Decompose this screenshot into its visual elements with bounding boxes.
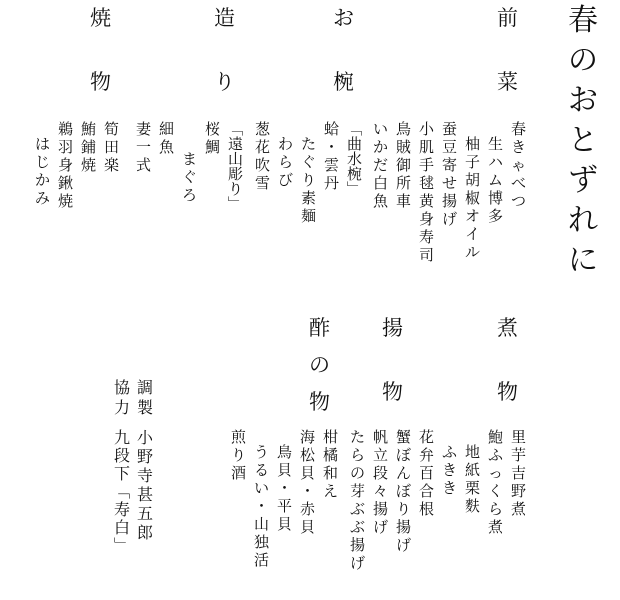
menu-item-text: ふ き き: [442, 443, 458, 497]
menu-item-text: 遠 山 彫 り: [228, 135, 244, 198]
section-heading-text: お 椀: [333, 6, 354, 94]
menu-item: [488, 430, 503, 538]
bracket-close: ﹂: [228, 195, 244, 213]
menu-item-text: 里 芋 吉 野 煮: [511, 428, 527, 518]
credit-chef-name-text: 小 野 寺 甚 五 郎: [137, 428, 154, 542]
menu-item: [396, 430, 411, 556]
menu-item: [324, 122, 339, 194]
menu-item-text: ま ぐ ろ: [182, 150, 198, 204]
menu-item: [255, 122, 270, 194]
bracket-open: ﹁: [347, 120, 363, 138]
menu-item-text: た ら の 芽 ぶ ぶ 揚 げ: [350, 428, 366, 572]
menu-item-text: 細 魚: [159, 120, 175, 156]
menu-item-text: 妻 一 式: [136, 120, 152, 174]
credit-chef-name: [137, 430, 153, 544]
menu-item-text: 蛤 ・ 雲 丹: [324, 120, 340, 192]
menu-item-text: は じ か み: [35, 135, 51, 207]
menu-item-text: 柚 子 胡 椒 オ イ ル: [465, 135, 481, 261]
menu-item: [442, 122, 457, 230]
section-heading-text: 煮 物: [497, 316, 518, 404]
menu-item: [373, 430, 388, 538]
menu-item: [373, 122, 388, 212]
menu-item: [442, 445, 457, 499]
section-heading-text: 酢 の 物: [309, 316, 330, 414]
menu-item-text: 海 松 貝 ・ 赤 貝: [300, 428, 316, 536]
menu-item-text: 地 紙 栗 麩: [465, 443, 481, 515]
section-heading-text: 造 り: [214, 6, 235, 94]
title-text: 春 の お と ず れ に: [568, 3, 598, 278]
menu-item-text: 葱 花 吹 雪: [255, 120, 271, 192]
bracket-open: ﹁: [228, 120, 244, 138]
menu-item: [205, 122, 220, 158]
section-heading: [382, 318, 403, 446]
menu-item-text: 桜 鯛: [205, 120, 221, 156]
menu-item-text: 柑 橘 和 え: [323, 428, 339, 500]
menu-item-text: 鮑 ふ っ く ら 煮: [488, 428, 504, 536]
section-heading: [497, 318, 518, 446]
section-heading: [214, 8, 235, 136]
menu-item: [136, 122, 151, 176]
section-heading: [309, 318, 330, 429]
menu-item-text: 蚕 豆 寄 せ 揚 げ: [442, 120, 458, 228]
menu-item-text: い か だ 白 魚: [373, 120, 389, 210]
menu-item-text: た ぐ り 素 麺: [301, 135, 317, 225]
menu-item: [350, 430, 365, 574]
menu-item-text: 蟹 ぼ ん ぼ り 揚 げ: [396, 428, 412, 554]
menu-item: [301, 137, 316, 227]
menu-item: [511, 122, 526, 212]
bracket-close: ﹂: [347, 180, 363, 198]
menu-item: [254, 445, 269, 571]
menu-item-text: 筍 田 楽: [104, 120, 120, 174]
menu-item: [277, 445, 292, 535]
credit-label-cooperation-text: 協 力: [114, 378, 131, 417]
menu-item: [419, 430, 434, 520]
menu-item-text: 鳥 賊 御 所 車: [396, 120, 412, 210]
menu-item: [231, 430, 246, 484]
menu-item: [278, 137, 293, 191]
menu-item-text: 鮪 鋪 焼: [81, 120, 97, 174]
menu-item: [182, 152, 197, 206]
section-heading-text: 焼 物: [90, 6, 111, 94]
menu-item-text: 春 き ゃ べ つ: [511, 120, 527, 210]
menu-item-text: 鵜 羽 身 鍬 焼: [58, 120, 74, 210]
menu-item: [465, 137, 480, 263]
menu-item-text: 生 ハ ム 博 多: [488, 135, 504, 225]
menu-item: [104, 122, 119, 176]
section-heading: [90, 8, 111, 136]
menu-item-text: 鳥 貝 ・ 平 貝: [277, 443, 293, 533]
menu-item: [347, 122, 362, 197]
menu-item: [228, 122, 243, 212]
menu-item-text: 帆 立 段 々 揚 げ: [373, 428, 389, 536]
menu-item-text: 煎 り 酒: [231, 428, 247, 482]
menu-item-text: 小 肌 手 毬 黄 身 寿 司: [419, 120, 435, 264]
menu-item: [511, 430, 526, 520]
menu-item: [396, 122, 411, 212]
menu-item-text: 曲 水 椀: [347, 135, 363, 183]
menu-item-text: わ ら び: [278, 135, 294, 189]
credit-label-preparation-text: 調 製: [137, 378, 154, 417]
menu-item: [488, 137, 503, 227]
menu-item: [35, 137, 50, 209]
menu-item: [300, 430, 315, 538]
credit-label-preparation: [137, 380, 153, 420]
menu-item: [323, 430, 338, 502]
menu-item: [419, 122, 434, 266]
menu-item: [159, 122, 174, 158]
credit-restaurant-name: [114, 430, 130, 556]
menu-item-text: 花 弁 百 合 根: [419, 428, 435, 518]
menu-item: [58, 122, 73, 212]
menu-item: [81, 122, 96, 176]
section-heading-text: 揚 物: [382, 316, 403, 404]
credit-label-cooperation: [114, 380, 130, 420]
menu-item: [465, 445, 480, 517]
section-heading-text: 前 菜: [497, 6, 518, 94]
section-heading: [333, 8, 354, 136]
credit-restaurant-name-text: 九 段 下 ﹁ 寿 白 ﹂: [114, 428, 131, 555]
menu-item-text: う る い ・ 山 独 活: [254, 443, 270, 569]
section-heading: [497, 8, 518, 136]
page-title: [568, 3, 598, 286]
